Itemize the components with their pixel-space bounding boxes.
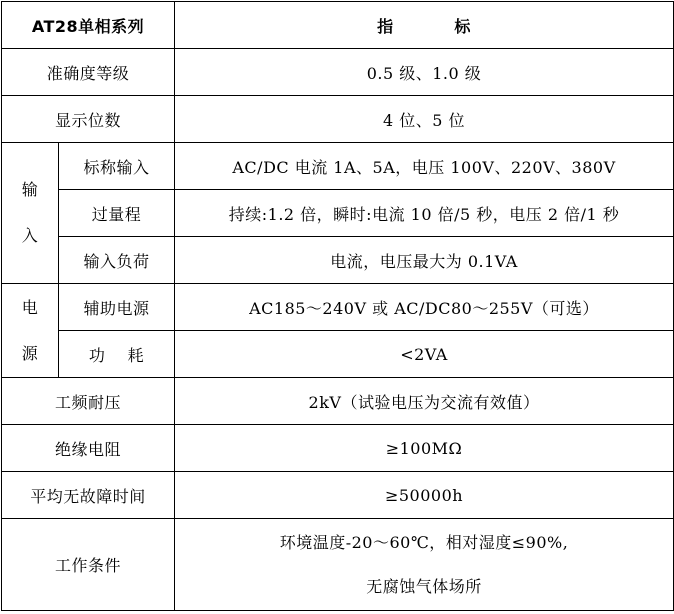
accuracy-value: 0.5 级、1.0 级	[175, 49, 674, 96]
display-value: 4 位、5 位	[175, 96, 674, 143]
insulation-label: 绝缘电阻	[2, 425, 175, 472]
withstand-value: 2kV（试验电压为交流有效值）	[175, 378, 674, 425]
conditions-row	[2, 519, 674, 611]
mtbf-label: 平均无故障时间	[2, 472, 175, 519]
burden-row	[2, 237, 674, 284]
rated-input-label: 标称输入	[59, 143, 175, 190]
input-group-label	[2, 143, 59, 284]
power-group-label	[2, 284, 59, 378]
burden-value: 电流，电压最大为 0.1VA	[175, 237, 674, 284]
rated-input-row	[2, 143, 674, 190]
conditions-value	[175, 519, 674, 611]
aux-power-label: 辅助电源	[59, 284, 175, 331]
mtbf-row	[2, 472, 674, 519]
withstand-row	[2, 378, 674, 425]
consumption-label: 功 耗	[59, 331, 175, 378]
input-group-char-1: 输	[21, 180, 39, 199]
rated-input-value: AC/DC 电流 1A、5A，电压 100V、220V、380V	[175, 143, 674, 190]
power-group-char-1: 电	[21, 297, 39, 317]
mtbf-value: ≥50000h	[175, 472, 674, 519]
power-group-char-2: 源	[21, 343, 39, 363]
display-label: 显示位数	[2, 96, 175, 143]
withstand-label: 工频耐压	[2, 378, 175, 425]
overload-value: 持续:1.2 倍，瞬时:电流 10 倍/5 秒，电压 2 倍/1 秒	[175, 190, 674, 237]
insulation-value: ≥100MΩ	[175, 425, 674, 472]
conditions-line-2: 无腐蚀气体场所	[366, 576, 482, 596]
input-group-char-2: 入	[21, 226, 39, 245]
consumption-value: <2VA	[175, 331, 674, 378]
accuracy-label: 准确度等级	[2, 49, 175, 96]
aux-power-value: AC185～240V 或 AC/DC80～255V（可选）	[175, 284, 674, 331]
spec-table	[1, 1, 674, 611]
consumption-row	[2, 331, 674, 378]
overload-row	[2, 190, 674, 237]
display-row	[2, 96, 674, 143]
conditions-label: 工作条件	[2, 519, 175, 611]
header-row	[2, 2, 674, 49]
accuracy-row	[2, 49, 674, 96]
series-header: AT28单相系列	[2, 2, 175, 49]
overload-label: 过量程	[59, 190, 175, 237]
aux-power-row	[2, 284, 674, 331]
spec-header: 指 标	[175, 2, 674, 49]
conditions-line-1: 环境温度-20～60℃，相对湿度≤90%,	[279, 532, 569, 552]
insulation-row	[2, 425, 674, 472]
burden-label: 输入负荷	[59, 237, 175, 284]
